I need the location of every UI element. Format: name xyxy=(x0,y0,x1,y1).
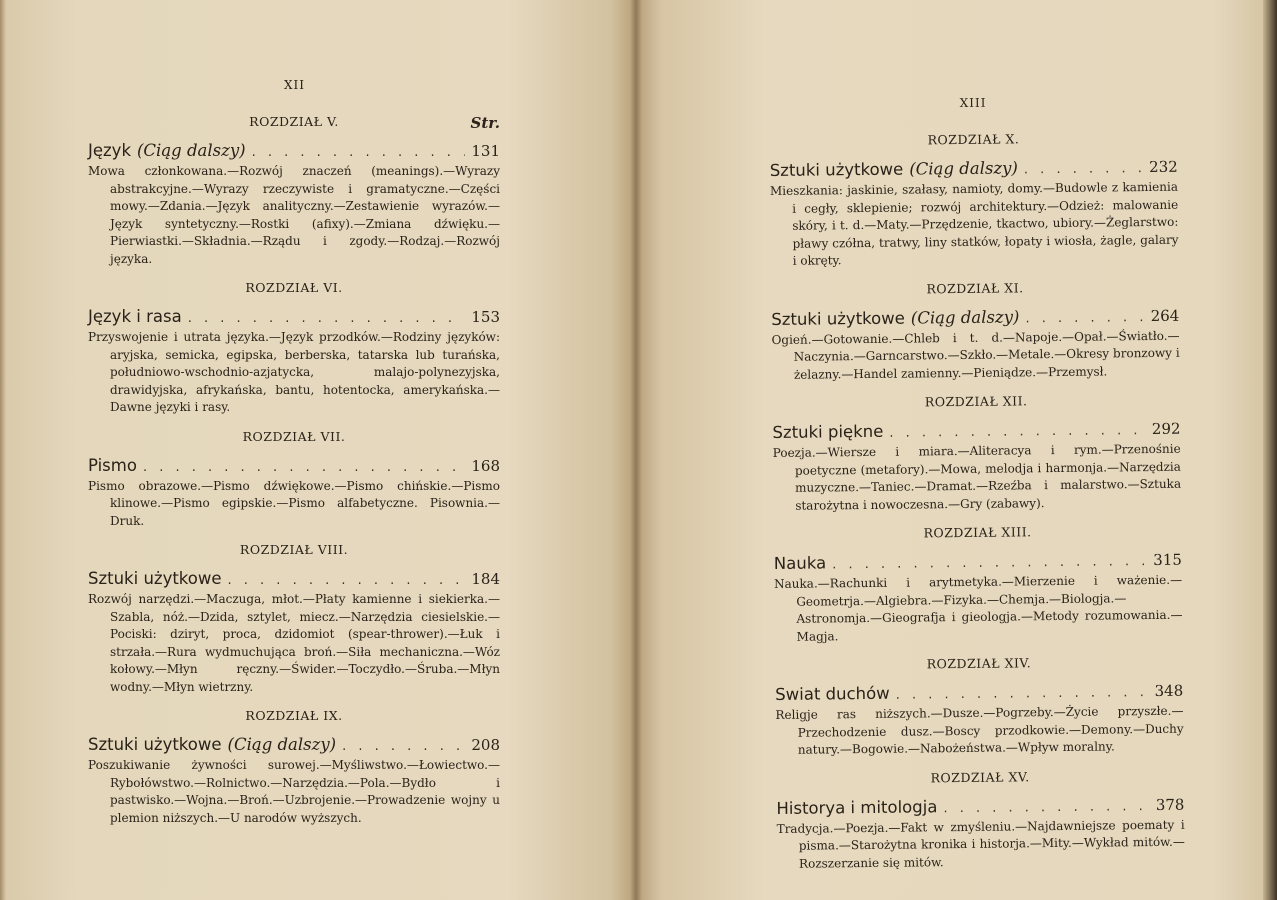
entry-page-number: 184 xyxy=(471,570,500,588)
toc-entry[interactable] xyxy=(774,550,1182,573)
chapter-heading: ROZDZIAŁ X. xyxy=(927,131,1020,148)
toc-chapter xyxy=(769,130,1178,271)
dot-leader xyxy=(832,554,1147,572)
chapter-heading: ROZDZIAŁ V. xyxy=(249,114,339,129)
page-number: XIII xyxy=(959,95,987,111)
dot-leader xyxy=(342,739,465,754)
toc-entry[interactable] xyxy=(88,569,500,588)
dot-leader xyxy=(228,573,466,588)
toc-entry[interactable] xyxy=(775,681,1183,704)
entry-page-number: 264 xyxy=(1150,306,1180,325)
toc-chapter xyxy=(88,708,500,827)
toc-entry[interactable] xyxy=(88,456,500,475)
entry-page-number: 208 xyxy=(471,736,500,754)
chapter-heading: ROZDZIAŁ XV. xyxy=(930,768,1030,785)
entry-description: Przyswojenie i utrata języka.—Język przodków.—Rodziny języków: aryjska, semicka, egipska, berberska, tatarska lub turańska, południowo-wschodnio-azjatycka, malajo-polynezyjska, drawidyjska, afrykańska, bantu, hotentocka, amerykańska.—Dawne języki i rasy. xyxy=(88,330,500,414)
entry-title: Sztuki użytkowe xyxy=(88,569,222,588)
entry-subtitle: (Ciąg dalszy) xyxy=(137,141,246,160)
entry-description: Mieszkania: jaskinie, szałasy, namioty, domy.—Budowle z kamienia i cegły, sklepienie; rozwój architektury.—Odzież: malowanie skóry, i t. d.—Maty.—Przędzenie, tkactwo, ubiory.—Żeglarstwo: pławy czółna, tratwy, liny statków, łopaty i wiosła, żagle, galary i okręty. xyxy=(769,179,1179,268)
entry-description: Ogień.—Gotowanie.—Chleb i t. d.—Napoje.—Opał.—Światło.—Naczynia.—Garncarstwo.—Szkło.—Metale.—Okresy bronzowy i żelazny.—Handel zamienny.—Pieniądze.—Przemysł. xyxy=(771,328,1180,382)
entry-page-number: 292 xyxy=(1151,419,1181,439)
chapter-heading: ROZDZIAŁ XI. xyxy=(926,279,1024,296)
page-number: XII xyxy=(284,78,306,92)
chapter-heading: ROZDZIAŁ VII. xyxy=(242,428,346,444)
dot-leader xyxy=(252,145,466,160)
entry-title: Sztuki piękne xyxy=(772,421,884,442)
entry-title: Swiat duchów xyxy=(775,683,890,704)
dot-leader xyxy=(188,311,466,326)
toc-entry[interactable] xyxy=(772,419,1180,442)
entry-title: Sztuki użytkowe xyxy=(88,735,222,754)
toc-entry[interactable] xyxy=(771,305,1179,328)
entry-description: Pismo obrazowe.—Pismo dźwiękowe.—Pismo chińskie.—Pismo klinowe.—Pismo egipskie.—Pismo alfabetyczne. Pisownia.—Druk. xyxy=(88,478,500,528)
chapter-heading: ROZDZIAŁ XII. xyxy=(924,393,1028,410)
entry-title: Sztuki użytkowe xyxy=(771,308,905,329)
toc-chapter xyxy=(773,523,1182,646)
book-gutter xyxy=(630,0,642,900)
entry-page-number: 153 xyxy=(471,308,500,326)
entry-title: Pismo xyxy=(88,455,137,475)
dot-leader xyxy=(1024,161,1143,177)
entry-title: Sztuki użytkowe xyxy=(769,159,904,180)
page-column-label: Str. xyxy=(470,114,500,132)
toc-chapter xyxy=(776,767,1185,873)
dot-leader xyxy=(889,423,1146,441)
dot-leader xyxy=(143,460,465,475)
entry-description: Poezja.—Wiersze i miara.—Aliteracya i rym.—Przenośnie poetyczne (metafory).—Mowa, melodja i harmonja.—Narzędzia muzyczne.—Taniec.—Dramat.—Rzeźba i malarstwo.—Sztuka starożytna i nowoczesna.—Gry (zabawy). xyxy=(772,441,1182,513)
entry-subtitle: (Ciąg dalszy) xyxy=(909,158,1018,179)
left-page-edge xyxy=(0,0,6,900)
entry-description: Mowa członkowana.—Rozwój znaczeń (meanings).—Wyrazy abstrakcyjne.—Wyrazy rzeczywiste i gramatyczne.—Części mowy.—Zdania.—Język analityczny.—Zestawienie wyrazów.—Język syntetyczny.—Rostki (afixy).—Zmiana dźwięku.—Pierwiastki.—Składnia.—Rządu i zgody.—Rodzaj.—Rozwój języka. xyxy=(88,164,500,266)
toc-entry[interactable] xyxy=(776,794,1184,817)
toc-chapter xyxy=(772,392,1181,515)
entry-page-number: 348 xyxy=(1154,681,1184,700)
chapter-heading: ROZDZIAŁ IX. xyxy=(245,708,343,723)
right-page-edge xyxy=(1263,0,1277,900)
entry-title: Nauka xyxy=(773,553,827,573)
toc-chapter xyxy=(88,429,500,531)
chapter-heading: ROZDZIAŁ VI. xyxy=(245,280,343,295)
dot-leader xyxy=(1025,310,1144,326)
toc-entry[interactable] xyxy=(770,157,1178,180)
entry-description: Tradycja.—Poezja.—Fakt w zmyśleniu.—Najdawniejsze poematy i pisma.—Starożytna kronika i historja.—Mity.—Wykład mitów.—Rozszerzanie się mitów. xyxy=(776,817,1185,871)
entry-description: Nauka.—Rachunki i arytmetyka.—Mierzenie i ważenie.—Geometrja.—Algiebra.—Fizyka.—Chemja.—Biologja.—Astronomja.—Gieografja i gieologja.—Metody rozumowania.—Magja. xyxy=(774,572,1183,644)
entry-page-number: 131 xyxy=(471,142,500,160)
toc-chapter xyxy=(88,280,500,417)
chapter-heading: ROZDZIAŁ XIII. xyxy=(923,524,1032,541)
right-page-content xyxy=(769,94,1185,885)
entry-title: Język i rasa xyxy=(88,307,182,326)
toc-chapter xyxy=(771,278,1180,384)
toc-chapter xyxy=(88,114,500,268)
right-page xyxy=(636,0,1277,900)
toc-entry[interactable] xyxy=(88,307,500,326)
entry-title: Historya i mitologja xyxy=(776,796,938,818)
toc-chapter xyxy=(88,542,500,696)
entry-page-number: 378 xyxy=(1155,795,1185,814)
chapter-heading: ROZDZIAŁ XIV. xyxy=(926,655,1032,672)
left-page-content xyxy=(88,78,500,839)
left-page xyxy=(0,0,636,900)
entry-description: Poszukiwanie żywności surowej.—Myśliwstwo.—Łowiectwo.—Rybołówstwo.—Rolnictwo.—Narzędzia.—Pola.—Bydło i pastwisko.—Wojna.—Broń.—Uzbrojenie.—Prowadzenie wojny u plemion niższych.—U narodów wyższych. xyxy=(88,758,500,825)
entry-title: Język xyxy=(88,141,131,160)
entry-page-number: 168 xyxy=(471,456,500,475)
chapter-heading-row xyxy=(88,114,500,132)
chapter-heading: ROZDZIAŁ VIII. xyxy=(239,542,349,557)
entry-description: Rozwój narzędzi.—Maczuga, młot.—Płaty kamienne i siekierka.—Szabla, nóż.—Dzida, sztylet, miecz.—Narzędzia ciesielskie.—Pociski: dziryt, proca, dzidomiot (spear-thrower).—Łuk i strzała.—Rura wydmuchująca broń.—Siła mechaniczna.—Wóz kołowy.—Młyn ręczny.—Świder.—Toczydło.—Śruba.—Młyn wodny.—Młyn wietrzny. xyxy=(88,592,500,694)
toc-chapter xyxy=(775,654,1184,760)
toc-entry[interactable] xyxy=(88,735,500,754)
dot-leader xyxy=(943,799,1150,816)
dot-leader xyxy=(896,685,1149,703)
entry-description: Religje ras niższych.—Dusze.—Pogrzeby.—Życie przyszłe.—Przechodzenie dusz.—Boscy przodkowie.—Demony.—Duchy natury.—Bogowie.—Nabożeństwa.—Wpływ moralny. xyxy=(775,703,1184,757)
entry-page-number: 315 xyxy=(1153,550,1182,570)
entry-page-number: 232 xyxy=(1149,157,1178,177)
entry-subtitle: (Ciąg dalszy) xyxy=(227,735,337,754)
toc-entry[interactable] xyxy=(88,141,500,160)
entry-subtitle: (Ciąg dalszy) xyxy=(910,306,1020,328)
